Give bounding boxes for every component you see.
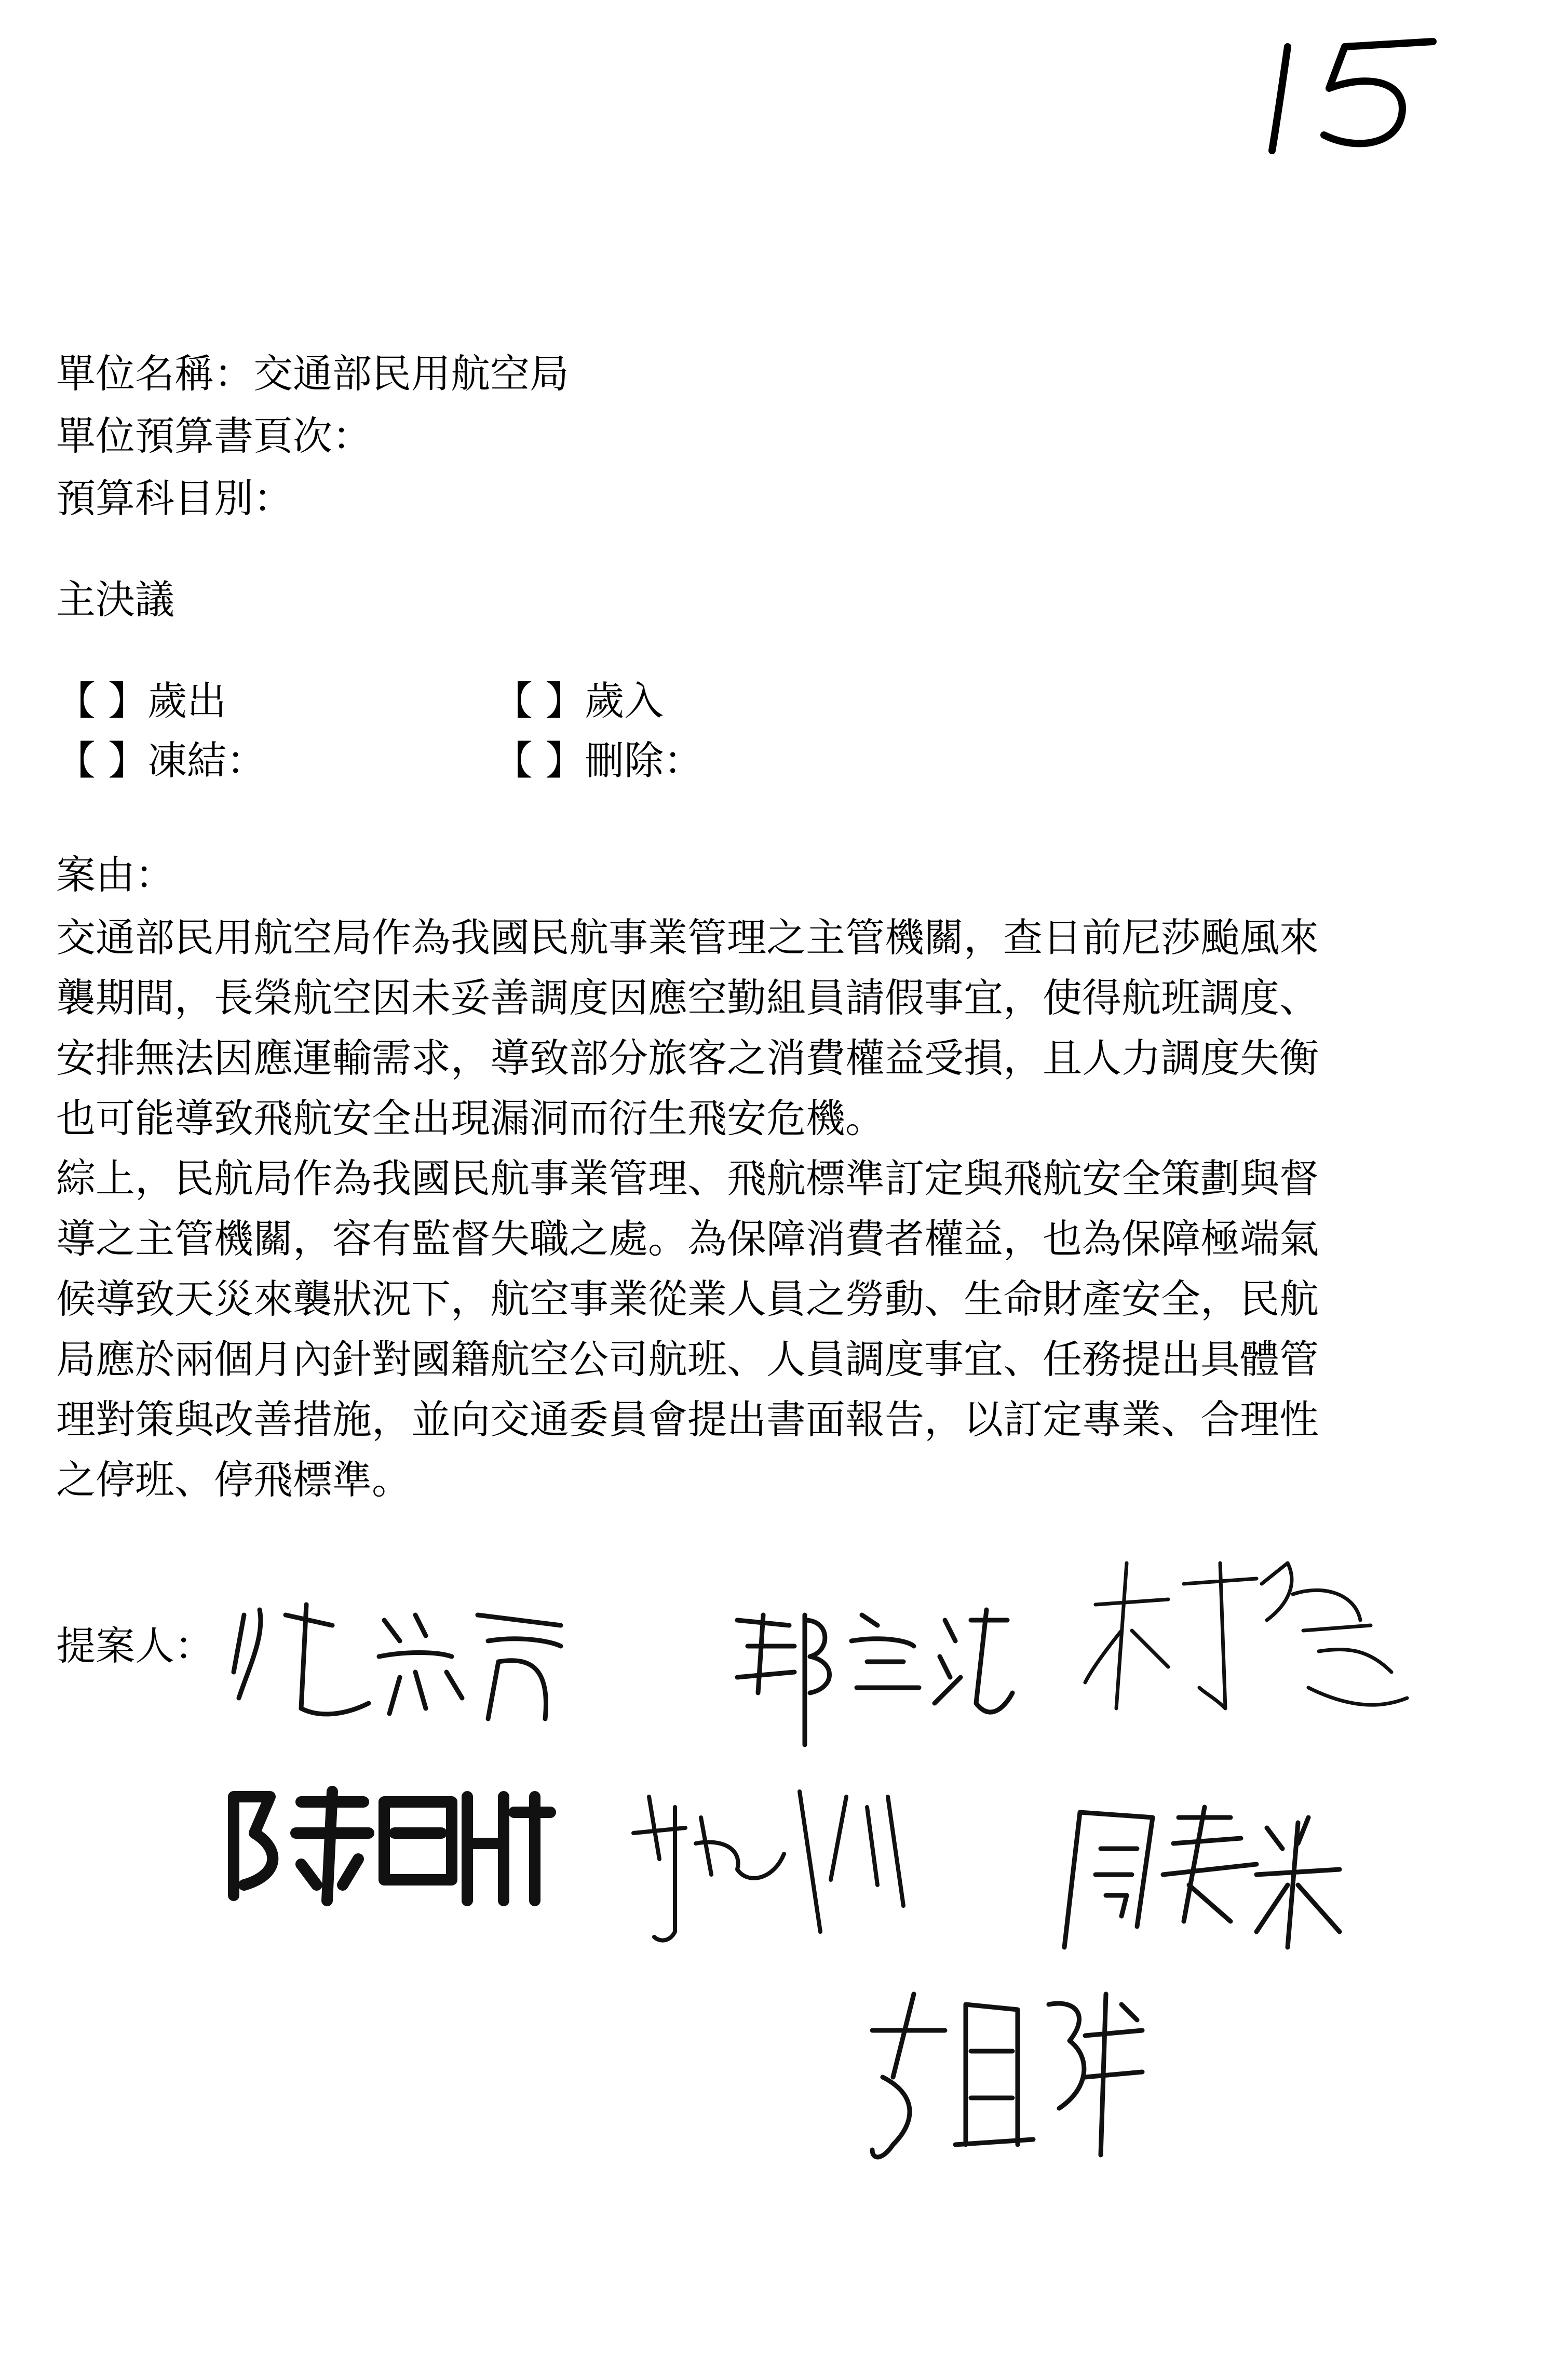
paragraph-line: 理對策與改善措施，並向交通委員會提出書面報告，以訂定專業、合理性: [56, 1396, 1319, 1443]
checkbox-label: 歲入: [585, 678, 664, 724]
budget-page-label: 單位預算書頁次：: [56, 413, 372, 459]
paragraph-line: 導之主管機關，容有監督失職之處。為保障消費者權益，也為保障極端氣: [56, 1216, 1319, 1262]
signature-2: [727, 1599, 1018, 1750]
bracket: 【 】: [493, 678, 585, 724]
handwritten-page-number: [1267, 26, 1443, 156]
paragraph-line: 之停班、停飛標準。: [56, 1457, 411, 1503]
unit-name-value: 交通部民用航空局: [253, 351, 569, 397]
checkbox-freeze: [56, 735, 266, 787]
bracket: 【 】: [56, 678, 148, 724]
paragraph-line: 局應於兩個月內針對國籍航空公司航班、人員調度事宜、任務提出具體管: [56, 1336, 1319, 1382]
checkbox-label: 凍結：: [147, 737, 266, 784]
signature-5: [628, 1776, 950, 1963]
signature-7: [862, 1973, 1163, 2171]
unit-name-label: 單位名稱：: [56, 351, 253, 397]
checkbox-label: 歲出: [147, 678, 227, 724]
signature-1: [228, 1594, 582, 1740]
unit-name-line: [56, 348, 569, 400]
case-reason-label: 案由：: [56, 852, 174, 898]
paragraph-2: [56, 1149, 1319, 1510]
paragraph-line: 候導致天災來襲狀況下，航空事業從業人員之勞動、生命財產安全，民航: [56, 1276, 1319, 1322]
paragraph-line: 交通部民用航空局作為我國民航事業管理之主管機關，查日前尼莎颱風來: [56, 914, 1319, 961]
checkbox-delete: [493, 735, 703, 787]
main-resolution-label: 主決議: [56, 576, 174, 623]
paragraph-line: 襲期間，長榮航空因未妥善調度因應空勤組員請假事宜，使得航班調度、: [56, 975, 1319, 1021]
paragraph-line: 安排無法因應運輸需求，導致部分旅客之消費權益受損，且人力調度失衡: [56, 1035, 1319, 1081]
checkbox-revenue: [493, 675, 664, 727]
budget-subject-label: 預算科目別：: [56, 475, 293, 521]
paragraph-1: [56, 908, 1319, 1149]
paragraph-line: 也可能導致飛航安全出現漏洞而衍生飛安危機。: [56, 1095, 885, 1141]
checkbox-label: 刪除：: [585, 737, 704, 784]
paragraph-line: 綜上，民航局作為我國民航事業管理、飛航標準訂定與飛航安全策劃與督: [56, 1155, 1319, 1202]
signature-3: [1080, 1553, 1412, 1719]
bracket: 【 】: [493, 737, 585, 784]
checkbox-expenditure: [56, 675, 226, 727]
proposer-label: 提案人：: [56, 1623, 214, 1669]
bracket: 【 】: [56, 737, 148, 784]
signature-6: [1059, 1797, 1350, 1952]
signature-4: [223, 1781, 561, 1906]
